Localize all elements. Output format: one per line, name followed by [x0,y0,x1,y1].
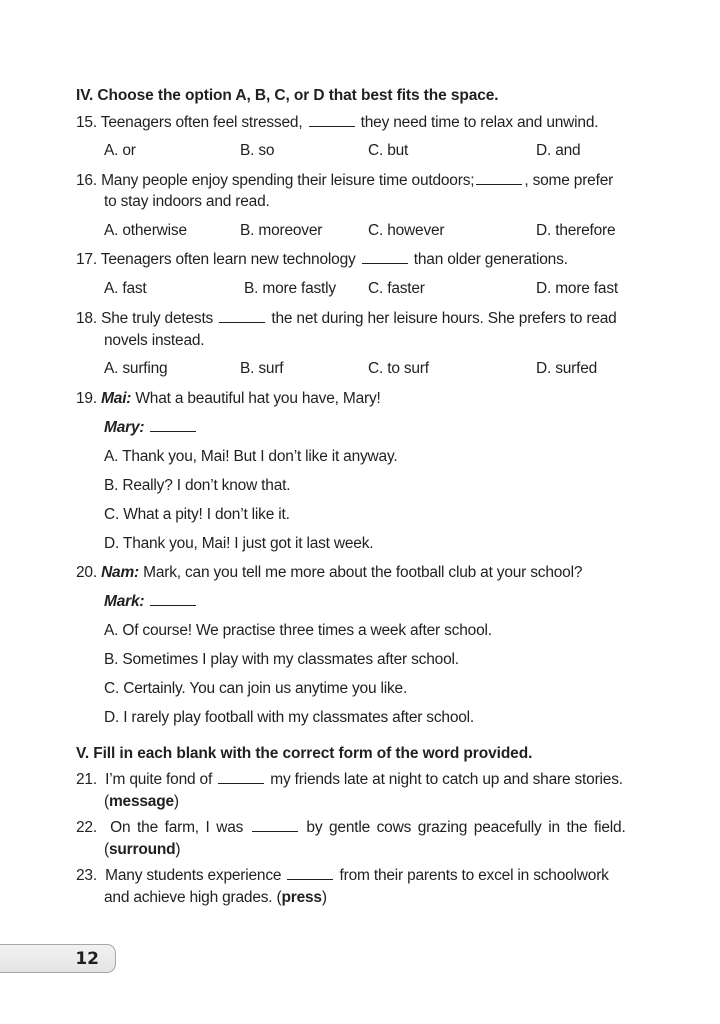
question-text-before: Teenagers often learn new technology [100,251,356,268]
question-text-before: Teenagers often feel stressed, [100,114,303,131]
question-text-after: from their parents to excel in schoolwork [339,867,609,884]
question-21 [76,770,623,790]
word-hint [104,792,179,812]
answer-blank[interactable] [219,309,265,323]
page-number-tab [0,944,116,973]
responder-line [104,592,198,612]
question-text-after: than older generations. [413,251,568,268]
answer-blank[interactable] [362,250,408,264]
question-17 [76,250,568,270]
option-d[interactable]: D. surfed [536,360,598,377]
option-a[interactable]: A. fast [104,280,147,297]
question-16 [76,171,613,191]
question-number: 21. [76,771,97,788]
question-number: 19. [76,390,97,407]
option-c[interactable]: C. but [368,142,409,159]
responder-name: Mark: [104,593,145,610]
option-a[interactable]: A. surfing [104,360,168,377]
hint-word: press [281,889,322,906]
open-paren: ( [104,793,109,810]
section-5-heading: V. Fill in each blank with the correct form of the word provided. [76,745,533,762]
question-16-line-2: to stay indoors and read. [104,193,270,210]
dialogue-text: Mark, can you tell me more about the football club at your school? [143,564,583,581]
question-number: 17. [76,251,97,268]
close-paren: ) [321,889,327,906]
question-number: 18. [76,310,97,327]
question-text-after: , some prefer [524,172,614,189]
question-15 [76,113,598,133]
answer-blank[interactable] [150,418,196,432]
option-b[interactable]: B. so [240,142,275,159]
question-text-after: by gentle cows grazing peacefully in the field. [306,819,626,836]
question-18-line-2: novels instead. [104,332,205,349]
question-23-line-2 [104,888,327,908]
question-number: 22. [76,819,97,836]
section-4-heading: IV. Choose the option A, B, C, or D that best fits the space. [76,87,499,104]
word-hint [104,840,180,860]
question-19 [76,389,381,409]
option-d[interactable]: D. Thank you, Mai! I just got it last week. [104,535,374,552]
question-20 [76,563,582,583]
close-paren: ) [175,841,181,858]
speaker-name: Mai: [101,390,132,407]
question-number: 15. [76,114,97,131]
question-text-before: On the farm, I was [110,819,244,836]
option-d[interactable]: D. therefore [536,222,616,239]
option-a[interactable]: A. otherwise [104,222,187,239]
question-text-after: the net during her leisure hours. She prefers to read [271,310,617,327]
line-2-text: and achieve high grades. ( [104,889,282,906]
page-number: 12 [75,949,99,969]
option-c[interactable]: C. What a pity! I don’t like it. [104,506,290,523]
question-number: 20. [76,564,97,581]
hint-word: message [108,793,174,810]
option-a[interactable]: A. or [104,142,136,159]
open-paren: ( [104,841,109,858]
option-a[interactable]: A. Of course! We practise three times a week after school. [104,622,492,639]
question-number: 16. [76,172,97,189]
option-b[interactable]: B. Sometimes I play with my classmates after school. [104,651,459,668]
option-a[interactable]: A. Thank you, Mai! But I don’t like it anyway. [104,448,398,465]
question-18 [76,309,617,329]
answer-blank[interactable] [309,113,355,127]
option-b[interactable]: B. moreover [240,222,323,239]
responder-line [104,418,198,438]
option-c[interactable]: C. faster [368,280,425,297]
answer-blank[interactable] [476,171,522,185]
option-b[interactable]: B. more fastly [244,280,336,297]
hint-word: surround [108,841,176,858]
answer-blank[interactable] [218,770,264,784]
question-text-after: they need time to relax and unwind. [360,114,599,131]
question-text-before: Many students experience [105,867,282,884]
speaker-name: Nam: [101,564,140,581]
question-23 [76,866,609,886]
question-22 [76,818,626,838]
answer-blank[interactable] [150,592,196,606]
answer-blank[interactable] [287,866,333,880]
answer-blank[interactable] [252,818,298,832]
question-text-before: She truly detests [101,310,214,327]
option-d[interactable]: D. I rarely play football with my classmates after school. [104,709,475,726]
option-c[interactable]: C. however [368,222,445,239]
question-number: 23. [76,867,97,884]
option-b[interactable]: B. surf [240,360,284,377]
question-text-before: I’m quite fond of [105,771,213,788]
option-d[interactable]: D. more fast [536,280,619,297]
option-c[interactable]: C. to surf [368,360,429,377]
close-paren: ) [173,793,179,810]
option-d[interactable]: D. and [536,142,581,159]
question-text-after: my friends late at night to catch up and share stories. [270,771,623,788]
option-c[interactable]: C. Certainly. You can join us anytime you like. [104,680,408,697]
responder-name: Mary: [104,419,145,436]
dialogue-text: What a beautiful hat you have, Mary! [135,390,381,407]
option-b[interactable]: B. Really? I don’t know that. [104,477,291,494]
question-text-before: Many people enjoy spending their leisure time outdoors; [101,172,475,189]
